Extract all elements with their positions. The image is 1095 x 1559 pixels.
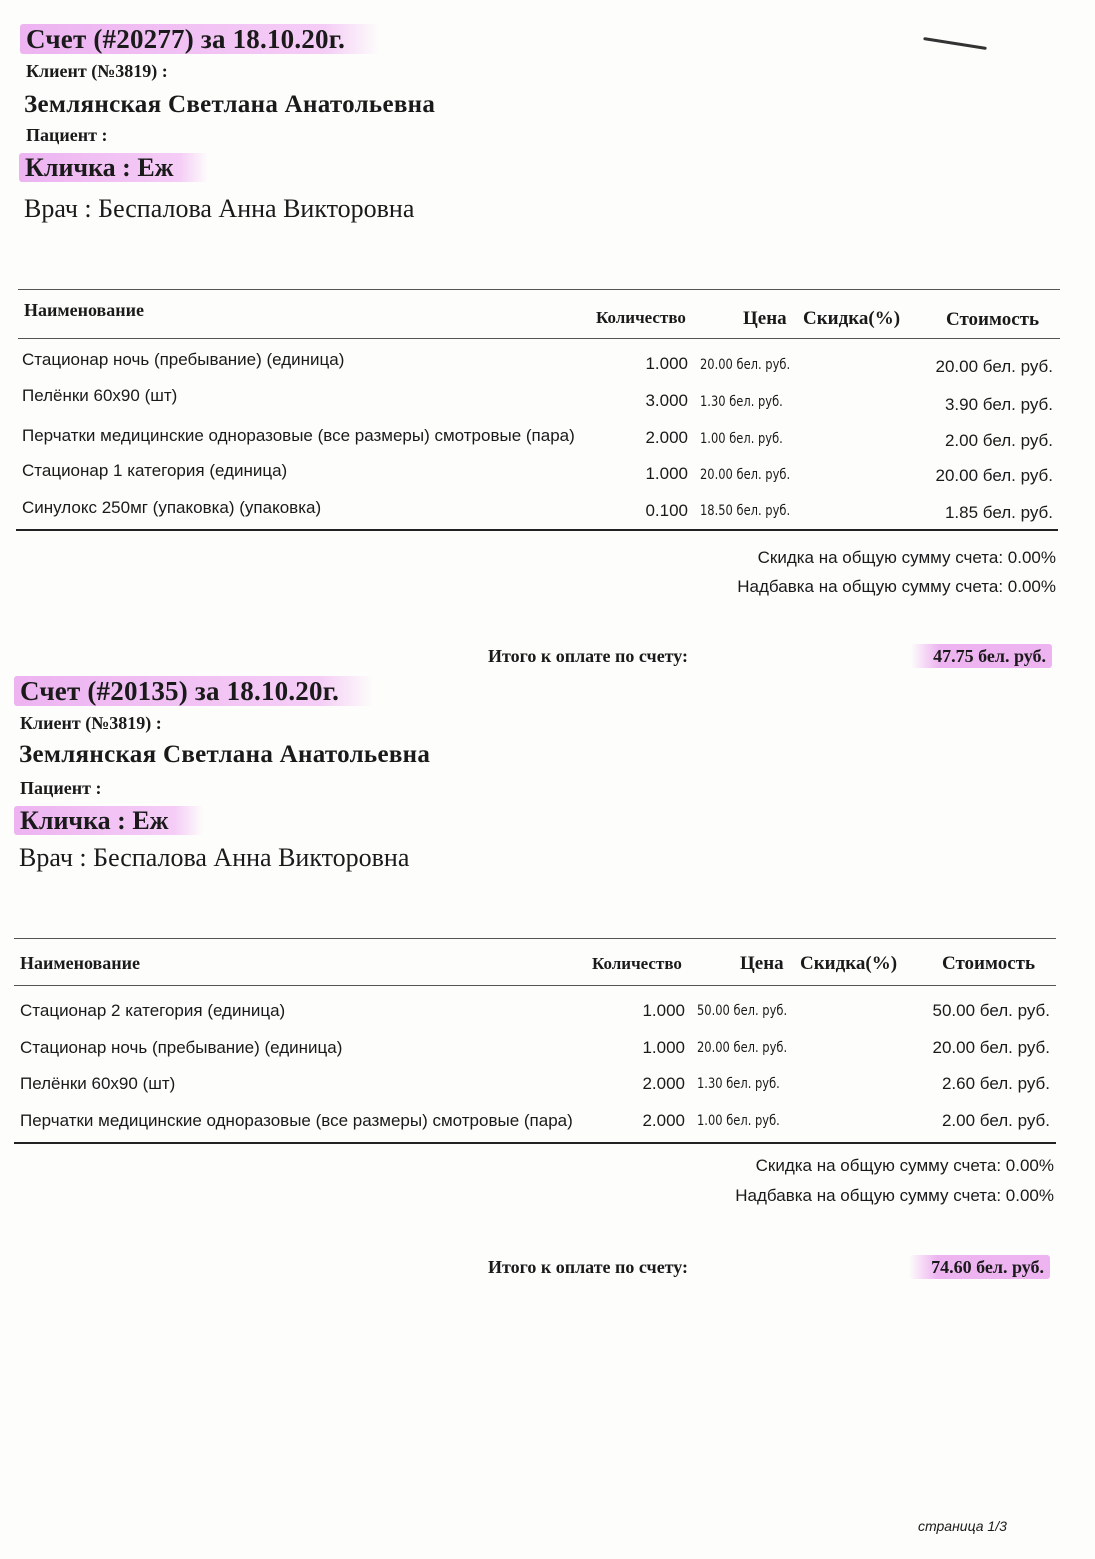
client-label: Клиент (№3819) : xyxy=(26,61,168,81)
col-header-discount: Скидка(%) xyxy=(800,953,898,974)
table-bottom-rule xyxy=(16,529,1058,531)
col-header-qty: Количество xyxy=(596,308,686,327)
item-price: 1.00 бел. руб. xyxy=(697,1113,780,1129)
item-price: 1.30 бел. руб. xyxy=(700,394,783,410)
item-name: Пелёнки 60x90 (шт) xyxy=(20,1074,176,1093)
table-top-rule xyxy=(14,938,1056,939)
item-price: 50.00 бел. руб. xyxy=(697,1003,788,1019)
item-name: Стационар ночь (пребывание) (единица) xyxy=(22,350,345,369)
patient-nickname: Кличка : Еж xyxy=(19,153,208,182)
item-cost: 20.00 бел. руб. xyxy=(935,466,1053,485)
item-name: Синулокс 250мг (упаковка) (упаковка) xyxy=(22,498,322,517)
item-cost: 20.00 бел. руб. xyxy=(935,357,1053,376)
total-value: 47.75 бел. руб. xyxy=(911,644,1052,668)
item-price: 20.00 бел. руб. xyxy=(697,1040,788,1056)
item-cost: 1.85 бел. руб. xyxy=(944,503,1053,522)
patient-nickname: Кличка : Еж xyxy=(14,806,203,835)
col-header-discount: Скидка(%) xyxy=(803,308,901,329)
invoice-title: Счет (#20277) за 18.10.20г. xyxy=(20,24,379,54)
table-row xyxy=(0,1073,1095,1109)
client-name: Землянская Светлана Анатольевна xyxy=(19,741,431,768)
table-row xyxy=(0,1110,1095,1146)
item-qty: 2.000 xyxy=(645,428,688,447)
col-header-price: Цена xyxy=(740,953,784,974)
markup-total: Надбавка на общую сумму счета: 0.00% xyxy=(737,577,1056,596)
page-number: страница 1/3 xyxy=(918,1518,1007,1534)
col-header-price: Цена xyxy=(743,308,787,329)
header-rule xyxy=(18,338,1060,339)
patient-label: Пациент : xyxy=(20,778,102,798)
col-header-name: Наименование xyxy=(20,953,140,973)
item-qty: 1.000 xyxy=(642,1038,685,1057)
item-qty: 3.000 xyxy=(645,391,688,410)
invoice-title: Счет (#20135) за 18.10.20г. xyxy=(14,676,373,706)
table-top-rule xyxy=(18,289,1060,290)
item-cost: 2.00 бел. руб. xyxy=(944,431,1053,450)
item-cost: 2.00 бел. руб. xyxy=(941,1111,1050,1130)
item-price: 18.50 бел. руб. xyxy=(700,503,791,519)
table-row xyxy=(0,1000,1095,1036)
discount-total: Скидка на общую сумму счета: 0.00% xyxy=(755,1156,1054,1175)
col-header-cost: Стоимость xyxy=(942,953,1036,974)
table-row xyxy=(0,386,1095,422)
item-qty: 1.000 xyxy=(645,464,688,483)
doctor-name: Врач : Беспалова Анна Викторовна xyxy=(24,194,415,223)
pen-mark xyxy=(923,37,987,50)
table-row xyxy=(0,1037,1095,1073)
item-price: 20.00 бел. руб. xyxy=(700,467,791,483)
item-cost: 50.00 бел. руб. xyxy=(932,1001,1050,1020)
total-label: Итого к оплате по счету: xyxy=(488,646,689,666)
item-price: 20.00 бел. руб. xyxy=(700,357,791,373)
item-qty: 0.100 xyxy=(645,501,688,520)
doctor-name: Врач : Беспалова Анна Викторовна xyxy=(19,843,410,872)
col-header-cost: Стоимость xyxy=(946,309,1040,330)
header-rule xyxy=(14,985,1056,986)
item-name: Стационар ночь (пребывание) (единица) xyxy=(20,1038,343,1057)
item-cost: 20.00 бел. руб. xyxy=(932,1038,1050,1057)
item-name: Стационар 1 категория (единица) xyxy=(22,461,288,480)
item-name: Перчатки медицинские одноразовые (все размеры) смотровые (пара) xyxy=(20,1111,573,1130)
item-qty: 2.000 xyxy=(642,1074,685,1093)
table-row xyxy=(0,350,1095,386)
table-row xyxy=(0,496,1095,532)
table-bottom-rule xyxy=(14,1142,1056,1144)
item-name: Пелёнки 60x90 (шт) xyxy=(22,386,178,405)
item-name: Стационар 2 категория (единица) xyxy=(20,1001,286,1020)
item-qty: 1.000 xyxy=(645,354,688,373)
table-row xyxy=(0,460,1095,496)
patient-label: Пациент : xyxy=(26,125,108,145)
item-qty: 1.000 xyxy=(642,1001,685,1020)
item-cost: 2.60 бел. руб. xyxy=(941,1074,1050,1093)
item-name: Перчатки медицинские одноразовые (все размеры) смотровые (пара) xyxy=(22,426,575,445)
total-label: Итого к оплате по счету: xyxy=(488,1257,689,1277)
table-row xyxy=(0,424,1095,460)
item-cost: 3.90 бел. руб. xyxy=(944,395,1053,414)
client-label: Клиент (№3819) : xyxy=(20,713,162,733)
markup-total: Надбавка на общую сумму счета: 0.00% xyxy=(735,1186,1054,1205)
discount-total: Скидка на общую сумму счета: 0.00% xyxy=(757,548,1056,567)
col-header-name: Наименование xyxy=(24,300,144,320)
item-price: 1.00 бел. руб. xyxy=(700,431,783,447)
total-value: 74.60 бел. руб. xyxy=(909,1255,1050,1279)
item-price: 1.30 бел. руб. xyxy=(697,1076,780,1092)
client-name: Землянская Светлана Анатольевна xyxy=(24,91,436,118)
col-header-qty: Количество xyxy=(592,954,682,973)
item-qty: 2.000 xyxy=(642,1111,685,1130)
